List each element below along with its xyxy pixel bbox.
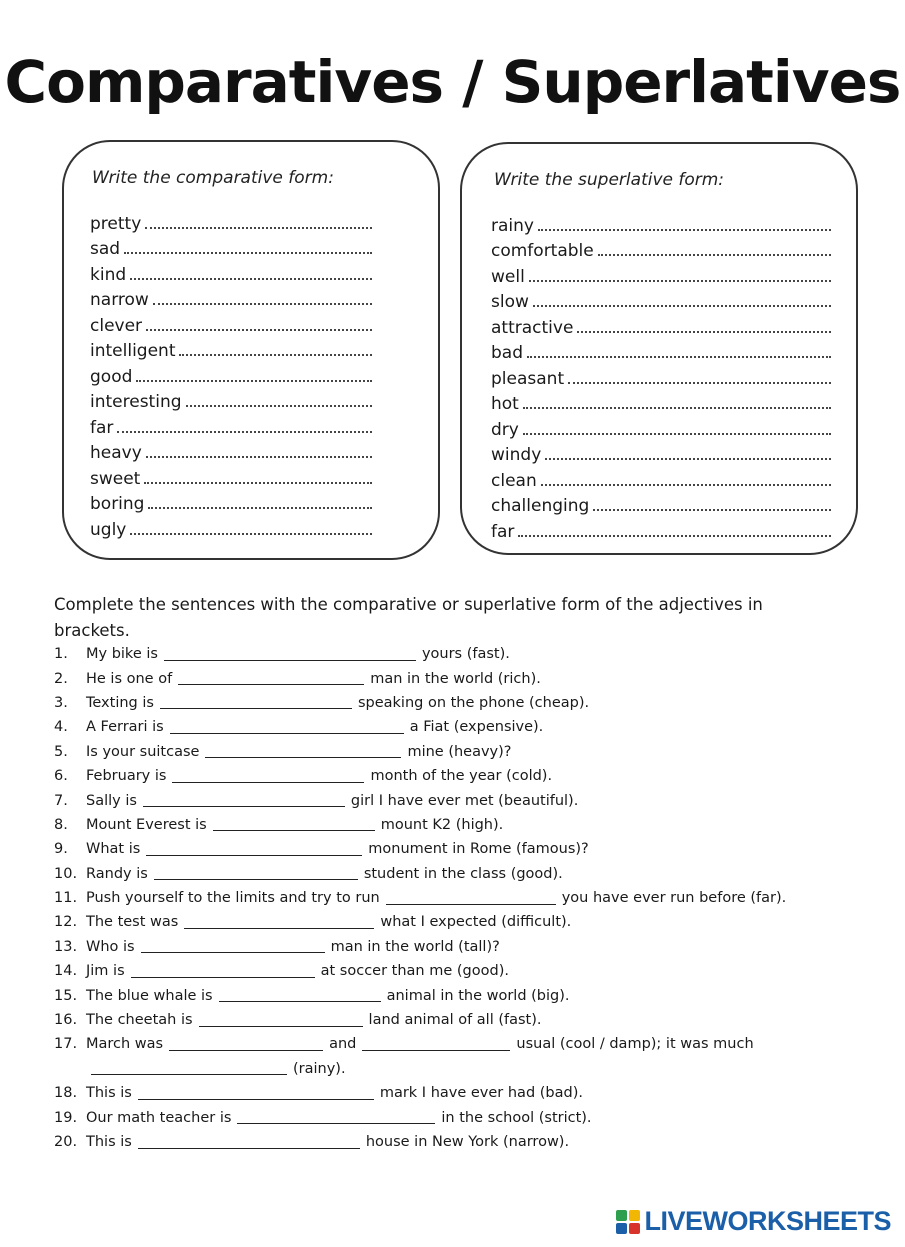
word-item: interesting [90, 387, 372, 413]
answer-blank[interactable] [138, 1099, 374, 1100]
instruction-text: Complete the sentences with the comparative or superlative form of the adjectives in brackets. [54, 595, 763, 640]
answer-blank[interactable] [199, 1026, 363, 1027]
sentence-item: 13. Who is man in the world (tall)? [54, 938, 500, 955]
sentence-item: 1. My bike is yours (fast). [54, 646, 510, 663]
word-item: challenging [491, 491, 831, 517]
answer-blank[interactable] [237, 1123, 435, 1124]
answer-blank[interactable] [143, 806, 345, 807]
sentence-item: 7. Sally is girl I have ever met (beautiful). [54, 792, 579, 809]
sentence-item: 8. Mount Everest is mount K2 (high). [54, 816, 504, 833]
answer-blank[interactable] [160, 708, 352, 709]
answer-line[interactable] [523, 407, 831, 409]
sentence-item: 14. Jim is at soccer than me (good). [54, 963, 509, 980]
answer-blank[interactable] [141, 952, 325, 953]
sentence-item: 4. A Ferrari is a Fiat (expensive). [54, 719, 544, 736]
answer-line[interactable] [146, 456, 372, 458]
answer-blank[interactable] [172, 782, 364, 783]
answer-blank[interactable] [169, 1050, 323, 1051]
answer-line[interactable] [153, 303, 372, 305]
comparative-word-list [90, 208, 372, 540]
sentence-item: 17. March was and usual (cool / damp); it was much [54, 1036, 754, 1053]
word-item: comfortable [491, 236, 831, 262]
sentence-list [54, 642, 844, 1154]
superlative-box [460, 142, 858, 555]
answer-line[interactable] [186, 405, 372, 407]
answer-blank[interactable] [386, 904, 556, 905]
answer-blank[interactable] [91, 1074, 287, 1075]
superlative-heading: Write the superlative form: [494, 170, 725, 190]
answer-line[interactable] [577, 331, 831, 333]
sentence-item: 10. Randy is student in the class (good). [54, 865, 563, 882]
answer-blank[interactable] [213, 830, 375, 831]
word-item: far [491, 516, 831, 542]
sentence-item: 5. Is your suitcase mine (heavy)? [54, 743, 512, 760]
answer-blank[interactable] [219, 1001, 381, 1002]
sentence-item: 18. This is mark I have ever had (bad). [54, 1085, 583, 1102]
sentence-item: 6. February is month of the year (cold). [54, 768, 553, 785]
word-item: hot [491, 389, 831, 415]
answer-line[interactable] [145, 227, 372, 229]
answer-line[interactable] [533, 305, 831, 307]
comparative-box [62, 140, 440, 560]
answer-line[interactable] [529, 280, 831, 282]
answer-line[interactable] [527, 356, 831, 358]
word-item: boring [90, 489, 372, 515]
word-item: pleasant [491, 363, 831, 389]
sentence-item: 11. Push yourself to the limits and try to run you have ever run before (far). [54, 890, 787, 907]
answer-line[interactable] [144, 482, 372, 484]
word-item: attractive [491, 312, 831, 338]
word-item: rainy [491, 210, 831, 236]
word-item: far [90, 412, 372, 438]
sentence-continuation: (rainy). [54, 1057, 844, 1081]
word-item: clever [90, 310, 372, 336]
sentence-item: 3. Texting is speaking on the phone (cheap). [54, 694, 590, 711]
word-item: heavy [90, 438, 372, 464]
answer-line[interactable] [124, 252, 372, 254]
comparative-heading: Write the comparative form: [92, 168, 334, 188]
liveworksheets-logo [616, 1206, 891, 1237]
word-item: clean [491, 465, 831, 491]
answer-blank[interactable] [154, 879, 358, 880]
answer-blank[interactable] [170, 733, 404, 734]
answer-blank[interactable] [138, 1148, 360, 1149]
answer-line[interactable] [130, 533, 372, 535]
sentence-item: 19. Our math teacher is in the school (strict). [54, 1109, 592, 1126]
word-item: bad [491, 338, 831, 364]
sentence-item: 2. He is one of man in the world (rich). [54, 670, 541, 687]
superlative-word-list [491, 210, 831, 542]
word-item: well [491, 261, 831, 287]
answer-line[interactable] [148, 507, 372, 509]
answer-line[interactable] [545, 458, 831, 460]
answer-blank[interactable] [164, 660, 416, 661]
answer-line[interactable] [523, 433, 831, 435]
answer-line[interactable] [136, 380, 372, 382]
answer-line[interactable] [146, 329, 372, 331]
answer-line[interactable] [179, 354, 372, 356]
word-item: windy [491, 440, 831, 466]
sentence-item: 16. The cheetah is land animal of all (fast). [54, 1012, 542, 1029]
answer-line[interactable] [117, 431, 372, 433]
sentence-item: 20. This is house in New York (narrow). [54, 1134, 570, 1150]
word-item: intelligent [90, 336, 372, 362]
word-item: sweet [90, 463, 372, 489]
sentence-item: 12. The test was what I expected (difficult). [54, 914, 572, 931]
answer-line[interactable] [538, 229, 831, 231]
answer-line[interactable] [130, 278, 372, 280]
answer-line[interactable] [598, 254, 831, 256]
answer-line[interactable] [518, 535, 831, 537]
worksheet-title: Comparatives / Superlatives [4, 48, 901, 116]
answer-line[interactable] [568, 382, 831, 384]
word-item: narrow [90, 285, 372, 311]
logo-mark-icon [616, 1210, 640, 1234]
answer-blank[interactable] [205, 757, 401, 758]
word-item: dry [491, 414, 831, 440]
word-item: sad [90, 234, 372, 260]
logo-text: LIVEWORKSHEETS [644, 1206, 891, 1236]
word-item: kind [90, 259, 372, 285]
answer-blank[interactable] [131, 977, 315, 978]
answer-line[interactable] [541, 484, 831, 486]
answer-blank[interactable] [178, 684, 364, 685]
answer-blank[interactable] [146, 855, 362, 856]
sentence-item: 15. The blue whale is animal in the world (big). [54, 987, 570, 1004]
answer-line[interactable] [593, 509, 831, 511]
answer-blank[interactable] [362, 1050, 510, 1051]
word-item: good [90, 361, 372, 387]
sentence-item: 9. What is monument in Rome (famous)? [54, 841, 589, 858]
word-item: slow [491, 287, 831, 313]
word-item: ugly [90, 514, 372, 540]
answer-blank[interactable] [184, 928, 374, 929]
word-item: pretty [90, 208, 372, 234]
